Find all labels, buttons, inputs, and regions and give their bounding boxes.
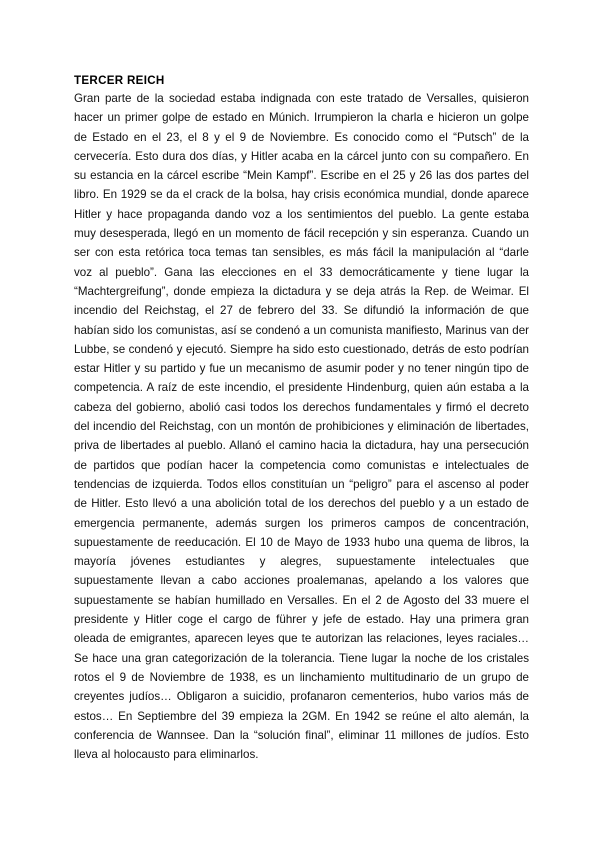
document-title: TERCER REICH [74, 74, 165, 87]
document-body-paragraph: Gran parte de la sociedad estaba indignada con este tratado de Versalles, quisieron hacer un primer golpe de estado en Múnich. Irrumpieron la charla e hicieron un golpe de Estado en el 23, el 8 y el 9 de Noviembre. Es conocido como el “Putsch” de la cervecería. Esto dura dos días, y Hitler acaba en la cárcel junto con su compañero. En su estancia en la cárcel escribe “Mein Kampf”. Escribe en el 25 y 26 las dos partes del libro. En 1929 se da el crack de la bolsa, hay crisis económica mundial, donde aparece Hitler y hace propaganda dando voz a los sentimientos del pueblo. La gente estaba muy desesperada, llegó en un momento de fácil recepción y sin esperanza. Cuando un ser con esta retórica toca temas tan sensibles, es más fácil la manipulación al “darle voz al pueblo”. Gana las elecciones en el 33 democráticamente y tiene lugar la “Machtergreifung”, donde empieza la dictadura y se deja atrás la Rep. de Weimar. El incendio del Reichstag, el 27 de febrero del 33. Se difundió la información de que habían sido los comunistas, así se condenó a un comunista manifiesto, Marinus van der Lubbe, se condenó y ejecutó. Siempre ha sido esto cuestionado, detrás de esto podrían estar Hitler y su partido y fue un mecanismo de asumir poder y no tener ningún tipo de competencia. A raíz de este incendio, el presidente Hindenburg, quien aún estaba a la cabeza del gobierno, abolió casi todos los derechos fundamentales y firmó el decreto del incendio del Reichstag, con un montón de prohibiciones y eliminación de libertades, priva de libertades al pueblo. Allanó el camino hacia la dictadura, hay una persecución de partidos que podían hacer la competencia como comunistas e intelectuales de tendencias de izquierda. Todos ellos constituían un “peligro” para el ascenso al poder de Hitler. Esto llevó a una abolición total de los derechos del pueblo y a un estado de emergencia permanente, además surgen los primeros campos de concentración, supuestamente de reeducación. El 10 de Mayo de 1933 hubo una quema de libros, la mayoría jóvenes estudiantes y alegres, supuestamente intelectuales que supuestamente llevan a cabo acciones proalemanas, apelando a los valores que supuestamente se habían humillado en Versalles. En el 2 de Agosto del 33 muere el presidente y Hitler coge el cargo de führer y jefe de estado. Hay una primera gran oleada de emigrantes, aparecen leyes que te autorizan las relaciones, leyes raciales… Se hace una gran categorización de la tolerancia. Tiene lugar la noche de los cristales rotos el 9 de Noviembre de 1938, es un linchamiento multitudinario de un grupo de creyentes judíos… Obligaron a suicidio, profanaron cementerios, hubo varios más de estos… En Septiembre del 39 empieza la 2GM. En 1942 se reúne el alto alemán, la conferencia de Wannsee. Dan la “solución final”, eliminar 11 millones de judíos. Esto lleva al holocausto para eliminarlos. [74, 92, 530, 762]
